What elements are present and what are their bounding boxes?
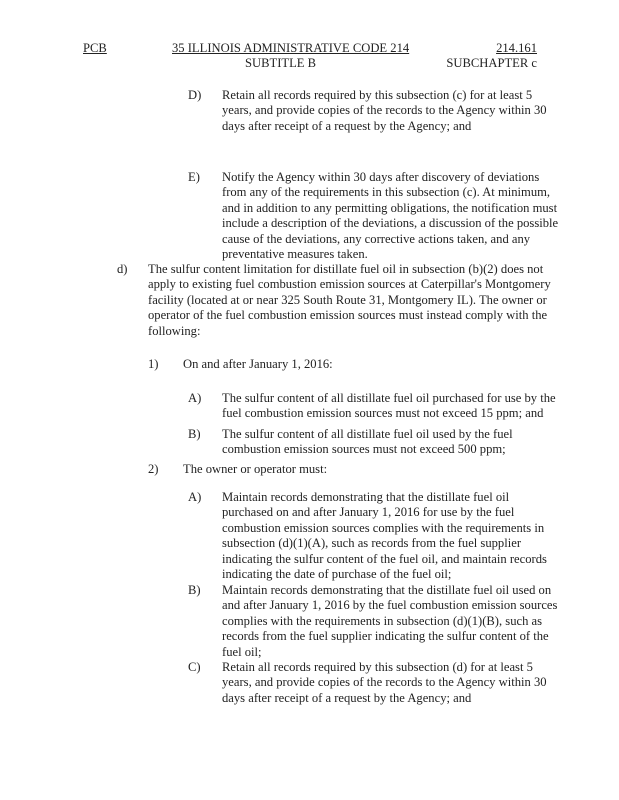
text-line: Notify the Agency within 30 days after discovery of deviations xyxy=(222,170,540,184)
text-line: combustion emission sources complies with the requirements in xyxy=(222,520,545,535)
paragraph-label: D) xyxy=(188,88,202,102)
text-line: days after receipt of a request by the Agency; and xyxy=(222,118,472,133)
paragraph-text xyxy=(222,660,547,706)
paragraph-text xyxy=(148,262,551,339)
text-line: include a description of the deviations, a discussion of the possible xyxy=(222,216,559,231)
header-subtitle: SUBTITLE B xyxy=(245,56,317,70)
paragraph-label: 1) xyxy=(148,357,159,371)
text-line: The sulfur content of all distillate fuel oil used by the fuel xyxy=(222,427,513,441)
text-line: On and after January 1, 2016: xyxy=(183,357,333,371)
paragraph-text xyxy=(222,170,558,262)
paragraph-label: C) xyxy=(188,660,201,674)
text-line: cause of the deviations, any corrective actions taken, and any xyxy=(222,231,531,246)
paragraph-text xyxy=(222,427,513,458)
text-line: facility (located at or near 325 South Route 31, Montgomery IL). The owner or xyxy=(148,292,547,307)
text-line: following: xyxy=(148,323,201,338)
text-line: records from the fuel supplier indicating the sulfur content of the xyxy=(222,629,549,644)
header-section-number: 214.161 xyxy=(496,41,537,55)
text-line: Retain all records required by this subsection (c) for at least 5 xyxy=(222,88,533,102)
text-line: years, and provide copies of the records to the Agency within 30 xyxy=(222,675,547,690)
paragraph-text xyxy=(222,490,547,582)
text-line: years, and provide copies of the records to the Agency within 30 xyxy=(222,103,547,118)
paragraph-label: 2) xyxy=(148,462,159,476)
text-line: Maintain records demonstrating that the distillate fuel oil used on xyxy=(222,583,552,597)
paragraph-label: B) xyxy=(188,583,201,597)
text-line: combustion emission sources must not exceed 500 ppm; xyxy=(222,442,506,457)
text-line: days after receipt of a request by the Agency; and xyxy=(222,690,472,705)
text-line: apply to existing fuel combustion emission sources at Caterpillar's Montgomery xyxy=(148,277,551,292)
paragraph-label: A) xyxy=(188,391,202,405)
text-line: fuel oil; xyxy=(222,644,262,659)
text-line: and in addition to any permitting obligations, the notification must xyxy=(222,200,558,215)
text-line: subsection (d)(1)(A), such as records from the fuel supplier xyxy=(222,536,522,551)
paragraph-text xyxy=(183,357,333,372)
text-line: preventative measures taken. xyxy=(222,247,368,262)
paragraph-label: A) xyxy=(188,490,202,504)
text-line: indicating the date of purchase of the fuel oil; xyxy=(222,567,452,582)
text-line: Retain all records required by this subsection (d) for at least 5 xyxy=(222,660,533,674)
text-line: The sulfur content of all distillate fuel oil purchased for use by the xyxy=(222,391,556,405)
text-line: indicating the sulfur content of the fuel oil, and maintain records xyxy=(222,551,547,566)
paragraph-text xyxy=(222,391,556,422)
text-line: The owner or operator must: xyxy=(183,462,328,476)
header-subchapter: SUBCHAPTER c xyxy=(446,56,537,70)
paragraph-label: d) xyxy=(117,262,128,276)
text-line: fuel combustion emission sources must not exceed 15 ppm; and xyxy=(222,406,544,421)
text-line: purchased on and after January 1, 2016 for use by the fuel xyxy=(222,505,515,520)
paragraph-label: B) xyxy=(188,427,201,441)
header-code-title: 35 ILLINOIS ADMINISTRATIVE CODE 214 xyxy=(172,41,410,55)
paragraph-text xyxy=(222,88,547,134)
text-line: from any of the requirements in this subsection (c). At minimum, xyxy=(222,185,551,200)
text-line: Maintain records demonstrating that the distillate fuel oil xyxy=(222,490,510,504)
text-line: operator of the fuel combustion emission sources must instead comply with the xyxy=(148,308,548,323)
paragraph-label: E) xyxy=(188,170,200,184)
paragraph-text xyxy=(183,462,327,477)
paragraph-text xyxy=(222,583,557,660)
text-line: and after January 1, 2016 by the fuel combustion emission sources xyxy=(222,598,558,613)
text-line: The sulfur content limitation for distillate fuel oil in subsection (b)(2) does not xyxy=(148,262,544,276)
header-agency: PCB xyxy=(83,41,107,55)
text-line: complies with the requirements in subsection (d)(1)(B), such as xyxy=(222,613,543,628)
